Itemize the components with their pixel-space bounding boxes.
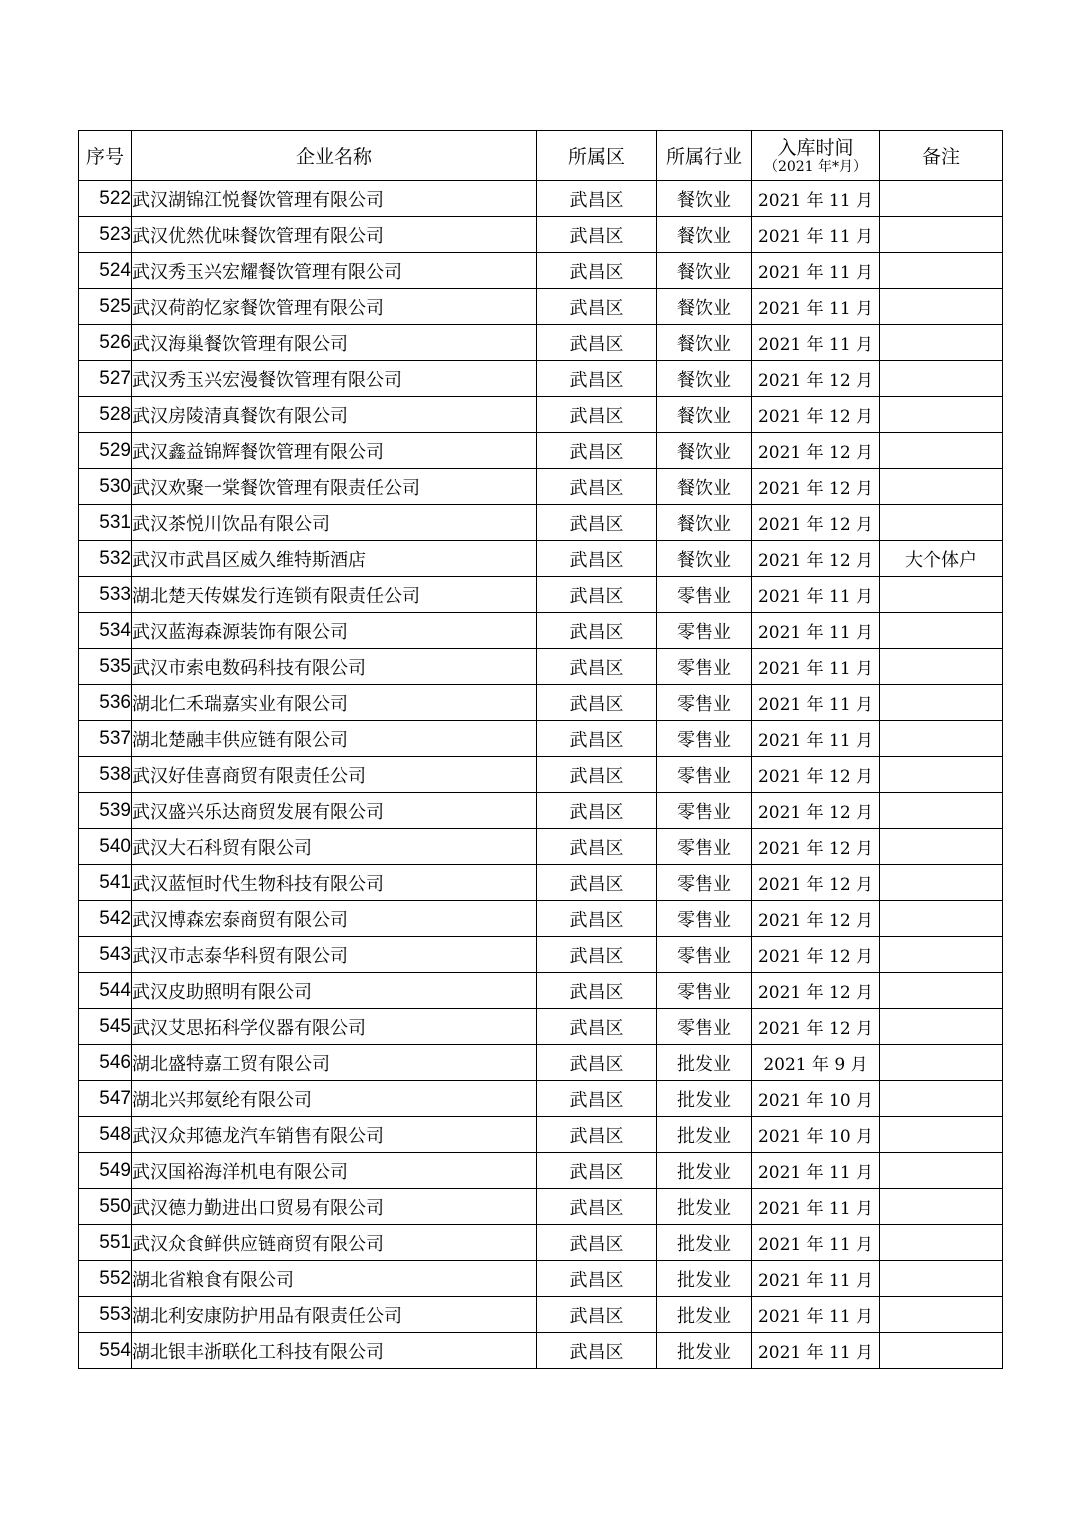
cell-no: 529 (79, 433, 132, 469)
cell-enterprise-name: 湖北楚融丰供应链有限公司 (132, 721, 537, 757)
cell-no: 540 (79, 829, 132, 865)
cell-district: 武昌区 (537, 973, 657, 1009)
cell-district: 武昌区 (537, 1333, 657, 1369)
cell-industry: 餐饮业 (657, 433, 752, 469)
cell-district: 武昌区 (537, 325, 657, 361)
table-row (79, 541, 1003, 577)
cell-note (880, 397, 1003, 433)
cell-no: 538 (79, 757, 132, 793)
cell-note (880, 649, 1003, 685)
cell-industry: 零售业 (657, 685, 752, 721)
cell-enterprise-name: 武汉欢聚一棠餐饮管理有限责任公司 (132, 469, 537, 505)
table-row (79, 217, 1003, 253)
table-row (79, 685, 1003, 721)
cell-date: 2021 年 11 月 (752, 1297, 880, 1333)
cell-district: 武昌区 (537, 1261, 657, 1297)
cell-no: 541 (79, 865, 132, 901)
cell-district: 武昌区 (537, 901, 657, 937)
cell-industry: 餐饮业 (657, 217, 752, 253)
cell-no: 534 (79, 613, 132, 649)
cell-industry: 餐饮业 (657, 325, 752, 361)
cell-date: 2021 年 11 月 (752, 649, 880, 685)
cell-no: 545 (79, 1009, 132, 1045)
table-row (79, 721, 1003, 757)
cell-district: 武昌区 (537, 685, 657, 721)
cell-industry: 批发业 (657, 1297, 752, 1333)
table-row (79, 433, 1003, 469)
cell-date: 2021 年 11 月 (752, 181, 880, 217)
cell-district: 武昌区 (537, 793, 657, 829)
cell-date: 2021 年 11 月 (752, 1153, 880, 1189)
cell-date: 2021 年 10 月 (752, 1081, 880, 1117)
cell-industry: 零售业 (657, 865, 752, 901)
cell-date: 2021 年 12 月 (752, 361, 880, 397)
cell-date: 2021 年 12 月 (752, 1009, 880, 1045)
cell-enterprise-name: 武汉大石科贸有限公司 (132, 829, 537, 865)
table-row (79, 793, 1003, 829)
cell-district: 武昌区 (537, 181, 657, 217)
cell-note (880, 253, 1003, 289)
cell-date: 2021 年 12 月 (752, 541, 880, 577)
cell-district: 武昌区 (537, 829, 657, 865)
cell-enterprise-name: 武汉盛兴乐达商贸发展有限公司 (132, 793, 537, 829)
cell-date: 2021 年 11 月 (752, 1225, 880, 1261)
cell-note (880, 1189, 1003, 1225)
cell-enterprise-name: 武汉艾思拓科学仪器有限公司 (132, 1009, 537, 1045)
cell-no: 528 (79, 397, 132, 433)
cell-district: 武昌区 (537, 1153, 657, 1189)
cell-no: 539 (79, 793, 132, 829)
cell-no: 527 (79, 361, 132, 397)
cell-enterprise-name: 湖北省粮食有限公司 (132, 1261, 537, 1297)
cell-date: 2021 年 10 月 (752, 1117, 880, 1153)
cell-date: 2021 年 11 月 (752, 1333, 880, 1369)
cell-no: 548 (79, 1117, 132, 1153)
cell-date: 2021 年 11 月 (752, 217, 880, 253)
cell-district: 武昌区 (537, 1189, 657, 1225)
cell-industry: 零售业 (657, 757, 752, 793)
cell-date: 2021 年 12 月 (752, 901, 880, 937)
cell-no: 530 (79, 469, 132, 505)
cell-date: 2021 年 11 月 (752, 577, 880, 613)
cell-note (880, 325, 1003, 361)
cell-no: 525 (79, 289, 132, 325)
cell-industry: 零售业 (657, 721, 752, 757)
cell-no: 553 (79, 1297, 132, 1333)
cell-note (880, 1261, 1003, 1297)
cell-industry: 零售业 (657, 793, 752, 829)
table-row (79, 1045, 1003, 1081)
cell-no: 532 (79, 541, 132, 577)
cell-enterprise-name: 湖北仁禾瑞嘉实业有限公司 (132, 685, 537, 721)
table-row (79, 505, 1003, 541)
cell-no: 522 (79, 181, 132, 217)
table-row (79, 181, 1003, 217)
cell-enterprise-name: 武汉蓝恒时代生物科技有限公司 (132, 865, 537, 901)
table-row (79, 901, 1003, 937)
table-row (79, 577, 1003, 613)
cell-enterprise-name: 武汉市武昌区威久维特斯酒店 (132, 541, 537, 577)
cell-no: 546 (79, 1045, 132, 1081)
cell-district: 武昌区 (537, 613, 657, 649)
cell-no: 552 (79, 1261, 132, 1297)
cell-note: 大个体户 (880, 541, 1003, 577)
table-row (79, 289, 1003, 325)
cell-enterprise-name: 武汉湖锦江悦餐饮管理有限公司 (132, 181, 537, 217)
cell-no: 551 (79, 1225, 132, 1261)
cell-enterprise-name: 武汉蓝海森源装饰有限公司 (132, 613, 537, 649)
enterprise-table (78, 130, 1003, 1369)
cell-note (880, 1333, 1003, 1369)
cell-no: 531 (79, 505, 132, 541)
table-header (79, 131, 1003, 181)
table-row (79, 1117, 1003, 1153)
cell-note (880, 757, 1003, 793)
cell-enterprise-name: 武汉博森宏泰商贸有限公司 (132, 901, 537, 937)
cell-date: 2021 年 11 月 (752, 289, 880, 325)
cell-district: 武昌区 (537, 1117, 657, 1153)
table-row (79, 757, 1003, 793)
cell-district: 武昌区 (537, 1297, 657, 1333)
table-row (79, 973, 1003, 1009)
cell-industry: 零售业 (657, 829, 752, 865)
cell-district: 武昌区 (537, 1225, 657, 1261)
header-row (79, 131, 1003, 181)
cell-industry: 批发业 (657, 1261, 752, 1297)
header-no: 序号 (79, 131, 132, 181)
cell-note (880, 1009, 1003, 1045)
cell-industry: 餐饮业 (657, 397, 752, 433)
table-row (79, 829, 1003, 865)
cell-no: 524 (79, 253, 132, 289)
cell-industry: 批发业 (657, 1225, 752, 1261)
cell-enterprise-name: 武汉皮助照明有限公司 (132, 973, 537, 1009)
cell-district: 武昌区 (537, 469, 657, 505)
table-row (79, 1009, 1003, 1045)
cell-note (880, 721, 1003, 757)
cell-note (880, 1045, 1003, 1081)
header-district: 所属区 (537, 131, 657, 181)
cell-district: 武昌区 (537, 757, 657, 793)
cell-note (880, 469, 1003, 505)
cell-note (880, 865, 1003, 901)
header-name: 企业名称 (132, 131, 537, 181)
cell-note (880, 361, 1003, 397)
cell-date: 2021 年 11 月 (752, 1261, 880, 1297)
cell-note (880, 289, 1003, 325)
cell-no: 537 (79, 721, 132, 757)
cell-date: 2021 年 11 月 (752, 1189, 880, 1225)
cell-district: 武昌区 (537, 433, 657, 469)
header-note: 备注 (880, 131, 1003, 181)
cell-industry: 餐饮业 (657, 181, 752, 217)
table-row (79, 397, 1003, 433)
cell-industry: 餐饮业 (657, 289, 752, 325)
table-row (79, 1153, 1003, 1189)
cell-date: 2021 年 11 月 (752, 685, 880, 721)
cell-note (880, 829, 1003, 865)
table-row (79, 469, 1003, 505)
table-row (79, 325, 1003, 361)
cell-no: 544 (79, 973, 132, 1009)
cell-enterprise-name: 湖北楚天传媒发行连锁有限责任公司 (132, 577, 537, 613)
table-row (79, 613, 1003, 649)
cell-enterprise-name: 武汉国裕海洋机电有限公司 (132, 1153, 537, 1189)
cell-industry: 零售业 (657, 973, 752, 1009)
cell-district: 武昌区 (537, 289, 657, 325)
table-body (79, 181, 1003, 1369)
cell-district: 武昌区 (537, 1009, 657, 1045)
cell-enterprise-name: 武汉市索电数码科技有限公司 (132, 649, 537, 685)
cell-industry: 餐饮业 (657, 505, 752, 541)
cell-date: 2021 年 9 月 (752, 1045, 880, 1081)
cell-no: 523 (79, 217, 132, 253)
cell-date: 2021 年 11 月 (752, 613, 880, 649)
cell-industry: 零售业 (657, 901, 752, 937)
table-row (79, 1225, 1003, 1261)
cell-district: 武昌区 (537, 577, 657, 613)
cell-note (880, 901, 1003, 937)
cell-date: 2021 年 12 月 (752, 973, 880, 1009)
cell-enterprise-name: 武汉秀玉兴宏漫餐饮管理有限公司 (132, 361, 537, 397)
cell-no: 536 (79, 685, 132, 721)
cell-note (880, 973, 1003, 1009)
cell-date: 2021 年 12 月 (752, 829, 880, 865)
cell-industry: 批发业 (657, 1081, 752, 1117)
cell-note (880, 1153, 1003, 1189)
table-row (79, 1081, 1003, 1117)
header-date-sub: （2021 年*月） (763, 158, 868, 175)
cell-note (880, 217, 1003, 253)
cell-industry: 零售业 (657, 613, 752, 649)
cell-enterprise-name: 湖北盛特嘉工贸有限公司 (132, 1045, 537, 1081)
cell-date: 2021 年 11 月 (752, 325, 880, 361)
cell-industry: 餐饮业 (657, 541, 752, 577)
cell-industry: 零售业 (657, 577, 752, 613)
cell-district: 武昌区 (537, 397, 657, 433)
cell-industry: 批发业 (657, 1117, 752, 1153)
cell-note (880, 577, 1003, 613)
header-date (752, 131, 880, 181)
cell-district: 武昌区 (537, 1081, 657, 1117)
cell-district: 武昌区 (537, 721, 657, 757)
cell-district: 武昌区 (537, 649, 657, 685)
cell-industry: 零售业 (657, 937, 752, 973)
cell-enterprise-name: 武汉房陵清真餐饮有限公司 (132, 397, 537, 433)
cell-note (880, 1225, 1003, 1261)
cell-date: 2021 年 12 月 (752, 937, 880, 973)
header-date-main: 入库时间 (777, 136, 854, 159)
header-industry: 所属行业 (657, 131, 752, 181)
cell-date: 2021 年 12 月 (752, 397, 880, 433)
cell-note (880, 1297, 1003, 1333)
cell-enterprise-name: 湖北银丰浙联化工科技有限公司 (132, 1333, 537, 1369)
cell-enterprise-name: 武汉优然优味餐饮管理有限公司 (132, 217, 537, 253)
cell-no: 543 (79, 937, 132, 973)
table-row (79, 361, 1003, 397)
cell-industry: 批发业 (657, 1153, 752, 1189)
cell-industry: 零售业 (657, 649, 752, 685)
cell-date: 2021 年 12 月 (752, 757, 880, 793)
cell-enterprise-name: 武汉鑫益锦辉餐饮管理有限公司 (132, 433, 537, 469)
cell-date: 2021 年 12 月 (752, 505, 880, 541)
cell-no: 542 (79, 901, 132, 937)
cell-enterprise-name: 武汉海巢餐饮管理有限公司 (132, 325, 537, 361)
cell-date: 2021 年 12 月 (752, 793, 880, 829)
cell-district: 武昌区 (537, 937, 657, 973)
cell-enterprise-name: 武汉好佳喜商贸有限责任公司 (132, 757, 537, 793)
cell-no: 550 (79, 1189, 132, 1225)
cell-district: 武昌区 (537, 1045, 657, 1081)
cell-note (880, 505, 1003, 541)
cell-no: 549 (79, 1153, 132, 1189)
cell-no: 533 (79, 577, 132, 613)
cell-industry: 批发业 (657, 1333, 752, 1369)
cell-note (880, 685, 1003, 721)
cell-no: 554 (79, 1333, 132, 1369)
cell-note (880, 1117, 1003, 1153)
cell-industry: 零售业 (657, 1009, 752, 1045)
cell-enterprise-name: 武汉众邦德龙汽车销售有限公司 (132, 1117, 537, 1153)
cell-district: 武昌区 (537, 865, 657, 901)
cell-industry: 餐饮业 (657, 361, 752, 397)
cell-note (880, 937, 1003, 973)
cell-date: 2021 年 12 月 (752, 469, 880, 505)
cell-district: 武昌区 (537, 505, 657, 541)
cell-note (880, 433, 1003, 469)
cell-industry: 餐饮业 (657, 253, 752, 289)
table-row (79, 1261, 1003, 1297)
cell-note (880, 1081, 1003, 1117)
cell-enterprise-name: 武汉市志泰华科贸有限公司 (132, 937, 537, 973)
table-row (79, 937, 1003, 973)
cell-district: 武昌区 (537, 253, 657, 289)
table-row (79, 649, 1003, 685)
cell-date: 2021 年 11 月 (752, 253, 880, 289)
cell-enterprise-name: 武汉秀玉兴宏耀餐饮管理有限公司 (132, 253, 537, 289)
cell-no: 535 (79, 649, 132, 685)
cell-district: 武昌区 (537, 541, 657, 577)
cell-enterprise-name: 湖北利安康防护用品有限责任公司 (132, 1297, 537, 1333)
table-row (79, 1189, 1003, 1225)
table-row (79, 1297, 1003, 1333)
cell-note (880, 793, 1003, 829)
cell-district: 武昌区 (537, 361, 657, 397)
cell-date: 2021 年 11 月 (752, 721, 880, 757)
cell-industry: 批发业 (657, 1045, 752, 1081)
cell-industry: 餐饮业 (657, 469, 752, 505)
cell-industry: 批发业 (657, 1189, 752, 1225)
cell-enterprise-name: 武汉茶悦川饮品有限公司 (132, 505, 537, 541)
table-row (79, 1333, 1003, 1369)
cell-district: 武昌区 (537, 217, 657, 253)
cell-date: 2021 年 12 月 (752, 865, 880, 901)
cell-enterprise-name: 武汉荷韵忆家餐饮管理有限公司 (132, 289, 537, 325)
cell-note (880, 613, 1003, 649)
cell-no: 526 (79, 325, 132, 361)
cell-enterprise-name: 武汉众食鲜供应链商贸有限公司 (132, 1225, 537, 1261)
cell-enterprise-name: 湖北兴邦氨纶有限公司 (132, 1081, 537, 1117)
cell-no: 547 (79, 1081, 132, 1117)
table-row (79, 253, 1003, 289)
table-row (79, 865, 1003, 901)
cell-date: 2021 年 12 月 (752, 433, 880, 469)
cell-note (880, 181, 1003, 217)
cell-enterprise-name: 武汉德力勤进出口贸易有限公司 (132, 1189, 537, 1225)
